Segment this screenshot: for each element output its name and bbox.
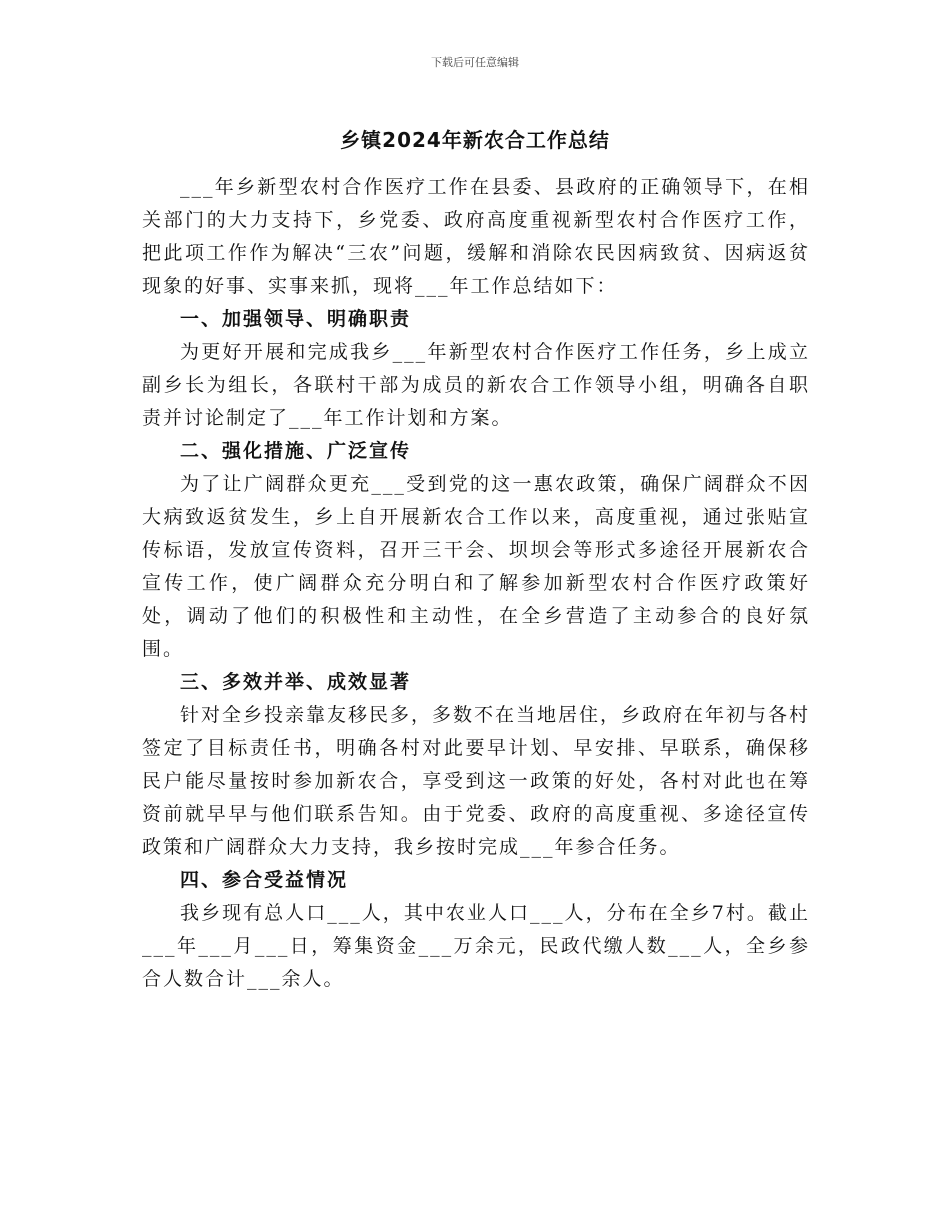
- intro-paragraph: ___年乡新型农村合作医疗工作在县委、县政府的正确领导下，在相关部门的大力支持下，乡党委、政府高度重视新型农村合作医疗工作，把此项工作作为解决“三农”问题，缓解和消除农民因病致贫、因病返贫现象的好事、实事来抓，现将___年工作总结如下：: [142, 176, 810, 297]
- section-heading-4: 四、参合受益情况: [180, 869, 349, 891]
- section-heading-2: 二、强化措施、广泛宣传: [180, 440, 412, 462]
- section-paragraph-2: 为了让广阔群众更充___受到党的这一惠农政策，确保广阔群众不因大病致返贫发生，乡上自开展新农合工作以来，高度重视，通过张贴宣传标语，发放宣传资料，召开三干会、坝坝会等形式多途径开展新农合宣传工作，使广阔群众充分明白和了解参加新型农村合作医疗政策好处，调动了他们的积极性和主动性，在全乡营造了主动参合的良好氛围。: [142, 473, 810, 660]
- document-title: 乡镇2024年新农合工作总结: [340, 128, 610, 152]
- header-note: 下载后可任意编辑: [431, 56, 519, 69]
- section-paragraph-4: 我乡现有总人口___人，其中农业人口___人，分布在全乡7村。截止___年___月___日，筹集资金___万余元，民政代缴人数___人，全乡参合人数合计___余人。: [142, 902, 810, 990]
- section-heading-3: 三、多效并举、成效显著: [180, 671, 412, 693]
- section-heading-1: 一、加强领导、明确职责: [180, 308, 412, 330]
- section-paragraph-1: 为更好开展和完成我乡___年新型农村合作医疗工作任务，乡上成立副乡长为组长，各联村干部为成员的新农合工作领导小组，明确各自职责并讨论制定了___年工作计划和方案。: [142, 341, 810, 429]
- document-body: [142, 171, 810, 996]
- section-paragraph-3: 针对全乡投亲靠友移民多，多数不在当地居住，乡政府在年初与各村签定了目标责任书，明确各村对此要早计划、早安排、早联系，确保移民户能尽量按时参加新农合，享受到这一政策的好处，各村对此也在筹资前就早早与他们联系告知。由于党委、政府的高度重视、多途径宣传政策和广阔群众大力支持，我乡按时完成___年参合任务。: [142, 704, 811, 858]
